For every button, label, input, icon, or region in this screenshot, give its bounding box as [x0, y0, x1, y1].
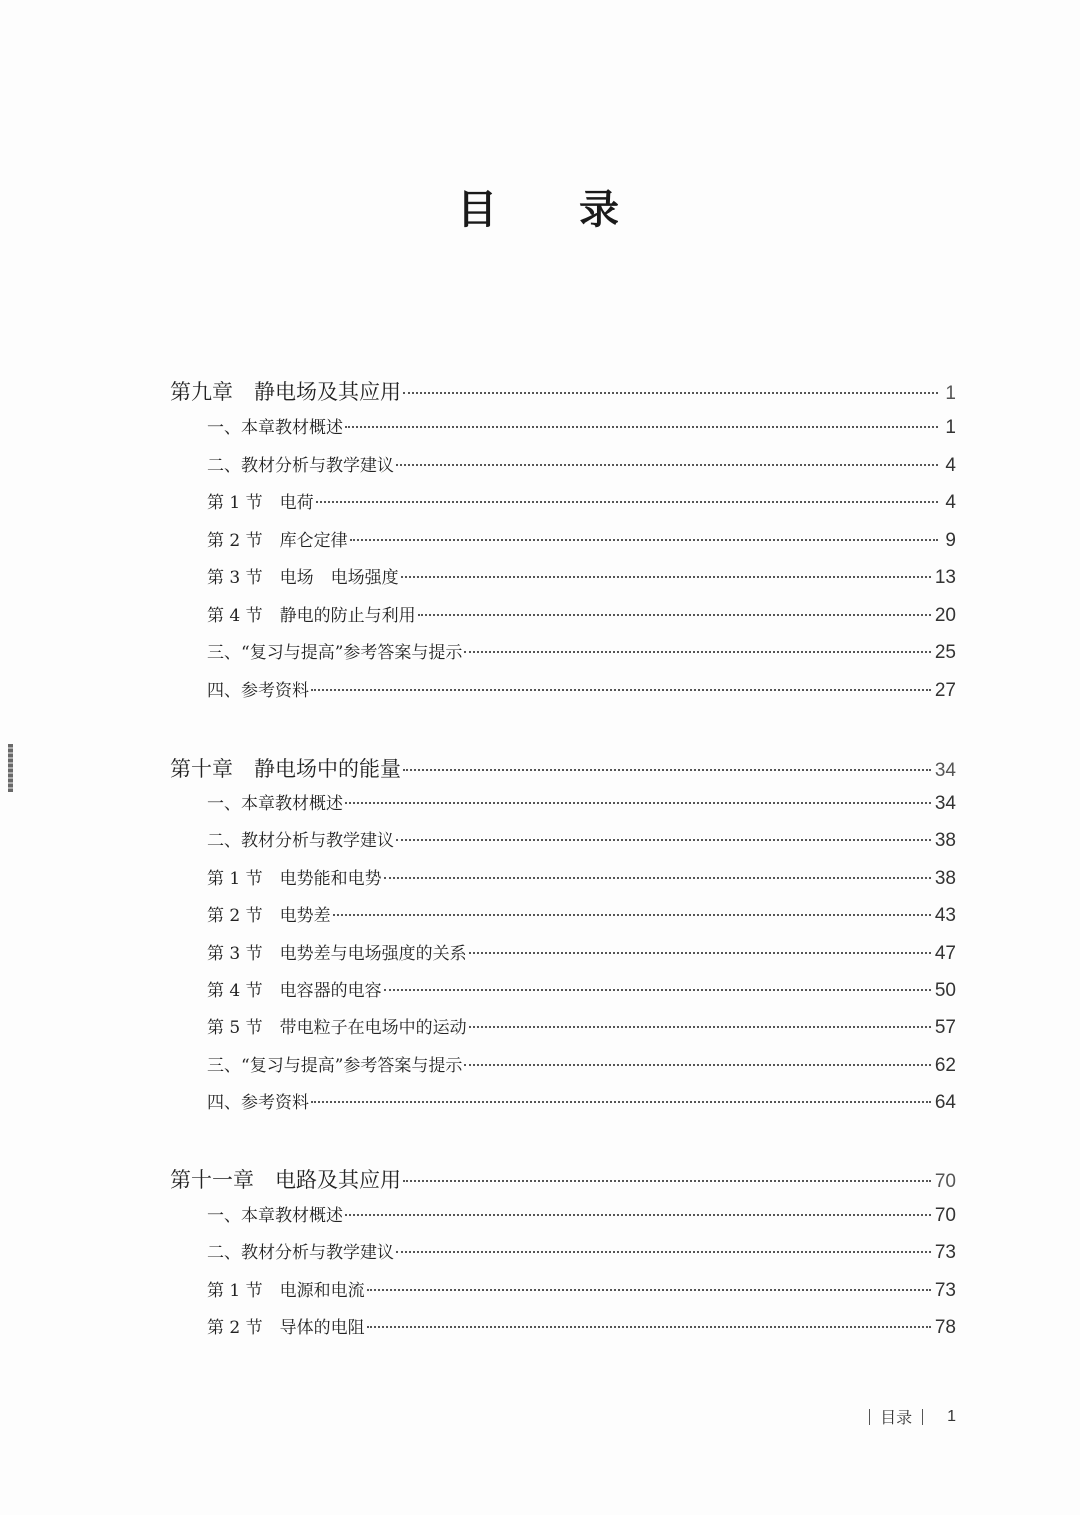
page-number: 25	[934, 642, 956, 663]
dot-leader	[403, 769, 931, 771]
entry-title: 四、参考资料	[207, 681, 309, 701]
page-number: 43	[934, 905, 956, 926]
toc-entry[interactable]	[207, 1276, 956, 1306]
toc-chapter-heading[interactable]	[170, 753, 956, 783]
page-number: 38	[934, 868, 956, 889]
toc-entry[interactable]	[207, 413, 956, 443]
page-number: 62	[934, 1055, 956, 1076]
dot-leader	[350, 539, 938, 541]
entry-title: 第 1 节 电势能和电势	[207, 869, 382, 889]
footer-section-label: 目录	[880, 1410, 913, 1427]
toc-chapter-heading[interactable]	[170, 1164, 956, 1194]
toc-entry[interactable]	[207, 826, 956, 856]
dot-leader	[403, 1180, 931, 1182]
dot-leader	[311, 689, 931, 691]
footer-page-number: 1	[947, 1407, 956, 1425]
dot-leader	[396, 1251, 931, 1253]
dot-leader	[316, 501, 938, 503]
dot-leader	[403, 392, 938, 394]
chapter-title: 第九章 静电场及其应用	[170, 380, 401, 404]
page-number: 4	[945, 455, 956, 476]
dot-leader	[464, 651, 930, 653]
toc-entry[interactable]	[207, 563, 956, 593]
page-number: 57	[934, 1017, 956, 1038]
page-number: 20	[934, 605, 956, 626]
chapter-title: 第十章 静电场中的能量	[170, 757, 401, 781]
entry-title: 一、本章教材概述	[207, 794, 343, 814]
dot-leader	[396, 839, 931, 841]
page-number: 47	[934, 943, 956, 964]
toc-entry[interactable]	[207, 1313, 956, 1343]
toc-entry[interactable]	[207, 864, 956, 894]
dot-leader	[384, 989, 931, 991]
chapter-title: 第十一章 电路及其应用	[170, 1168, 401, 1192]
footer-divider	[922, 1409, 923, 1425]
page-number: 27	[934, 680, 956, 701]
page-number: 70	[934, 1171, 956, 1192]
dot-leader	[367, 1326, 931, 1328]
dot-leader	[469, 952, 931, 954]
toc-entry[interactable]	[207, 451, 956, 481]
page-number: 70	[934, 1205, 956, 1226]
toc-chapter-heading[interactable]	[170, 376, 956, 406]
dot-leader	[384, 877, 931, 879]
entry-title: 第 2 节 导体的电阻	[207, 1318, 365, 1338]
entry-title: 二、教材分析与教学建议	[207, 831, 394, 851]
page-number: 13	[934, 567, 956, 588]
toc-entry[interactable]	[207, 939, 956, 969]
toc-entry[interactable]	[207, 1238, 956, 1268]
entry-title: 一、本章教材概述	[207, 1206, 343, 1226]
entry-title: 第 5 节 带电粒子在电场中的运动	[207, 1018, 467, 1038]
page-number: 1	[945, 383, 956, 404]
entry-title: 第 4 节 电容器的电容	[207, 981, 382, 1001]
page-number: 50	[934, 980, 956, 1001]
entry-title: 三、“复习与提高”参考答案与提示	[207, 1056, 463, 1076]
dot-leader	[464, 1064, 930, 1066]
entry-title: 第 2 节 电势差	[207, 906, 331, 926]
entry-title: 第 3 节 电势差与电场强度的关系	[207, 944, 467, 964]
entry-title: 第 1 节 电荷	[207, 493, 314, 513]
dot-leader	[469, 1026, 931, 1028]
entry-title: 三、“复习与提高”参考答案与提示	[207, 643, 463, 663]
page-footer	[869, 1405, 956, 1428]
scan-edge-mark	[8, 744, 13, 792]
page-number: 64	[934, 1092, 956, 1113]
dot-leader	[345, 1214, 931, 1216]
toc-entry[interactable]	[207, 638, 956, 668]
toc-entry[interactable]	[207, 488, 956, 518]
toc-entry[interactable]	[207, 526, 956, 556]
toc-entry[interactable]	[207, 976, 956, 1006]
dot-leader	[311, 1101, 931, 1103]
toc-entry[interactable]	[207, 901, 956, 931]
dot-leader	[333, 914, 931, 916]
dot-leader	[396, 464, 938, 466]
toc-entry[interactable]	[207, 1051, 956, 1081]
dot-leader	[345, 426, 938, 428]
toc-entry[interactable]	[207, 789, 956, 819]
entry-title: 一、本章教材概述	[207, 418, 343, 438]
page-number: 34	[934, 793, 956, 814]
page-title: 目 录	[457, 186, 653, 233]
dot-leader	[345, 802, 931, 804]
toc-entry[interactable]	[207, 1201, 956, 1231]
dot-leader	[367, 1289, 931, 1291]
page-number: 38	[934, 830, 956, 851]
entry-title: 二、教材分析与教学建议	[207, 456, 394, 476]
page-number: 9	[945, 530, 956, 551]
toc-entry[interactable]	[207, 601, 956, 631]
entry-title: 第 2 节 库仑定律	[207, 531, 348, 551]
entry-title: 第 3 节 电场 电场强度	[207, 568, 399, 588]
page-number: 73	[934, 1242, 956, 1263]
toc-entry[interactable]	[207, 1088, 956, 1118]
page-number: 73	[934, 1280, 956, 1301]
dot-leader	[401, 576, 931, 578]
entry-title: 第 4 节 静电的防止与利用	[207, 606, 416, 626]
footer-divider	[869, 1409, 870, 1425]
page-number: 78	[934, 1317, 956, 1338]
page-number: 34	[934, 760, 956, 781]
dot-leader	[418, 614, 931, 616]
toc-entry[interactable]	[207, 1013, 956, 1043]
entry-title: 四、参考资料	[207, 1093, 309, 1113]
entry-title: 第 1 节 电源和电流	[207, 1281, 365, 1301]
page-number: 4	[945, 492, 956, 513]
entry-title: 二、教材分析与教学建议	[207, 1243, 394, 1263]
page-number: 1	[945, 417, 956, 438]
toc-entry[interactable]	[207, 676, 956, 706]
